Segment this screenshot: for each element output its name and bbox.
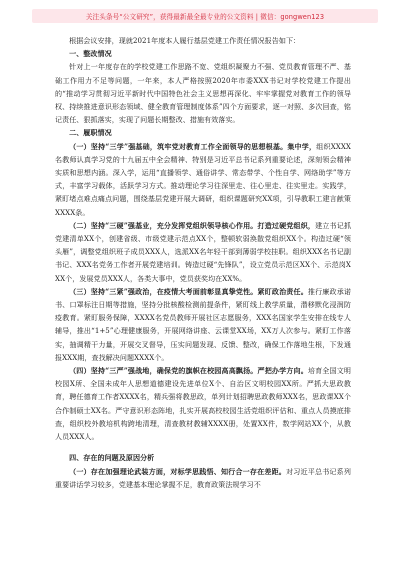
item-2-body: 建立书记抓党建清单XX个，创建省级、市级党建示范点XX个，整顿软弱涣散党组织XX个。构造过硬“领头雁”，调整党组织班子成员XXX人，选派XX名年轻干部到薄弱学校挂职。组织XXX名书记副书记、XXX名党务工作者开展党建培训。铸造过硬“先锋队”，设立党员示范区XX个、示范岗XXX个，发展党员XXX人，各类大事中，党员获奖均在XX%。 (55, 220, 351, 283)
item-5-paragraph (55, 465, 351, 491)
item-1-heading: （一）坚持“三学”强基础，筑牢党对教育工作全面领导的思想根基。集中学， (69, 141, 317, 151)
item-3-heading: （三）坚持“三紧”强政治，在疫情大考面前彰显真挚党性。紧盯政治责任。 (69, 286, 308, 296)
item-1-paragraph (55, 140, 351, 219)
document-body (55, 34, 351, 491)
section-2-heading: 二、履职情况 (69, 128, 112, 138)
item-3-paragraph (55, 285, 351, 364)
item-4-body: 培育全国文明校园X所、全国未成年人思想道德建设先进单位X个、自治区文明校园XX所。严抓大思政教育，聘任德育工作者XXXX名，精兵强将教思政，单列计划招聘思政教师XXX名，思政课XX个合作制硕士XX名。严守意识形态阵地，扎实开展高校校园生活党组织评估和、重点人员摸底排查，组织校外教培机构跨地清理，清查教材教辅XXXX册，处置XX件，数学网站XX个，从教人员XXX人。 (55, 366, 351, 442)
section-1-body: 针对上一年度存在的学校党建工作思路不宽、党组织凝聚力不强、党员教育管理不严、基础工作用力不足等问题，一年来，本人严格按照2020年市委XXX书记对学校党建工作提出的“推动学习贯彻习近平新时代中国特色社会主义思想再深化、牢牢掌握党对教育工作的领导权、持续推进意识形态领域、健全教育管理制度体系”四个方面要求，逐一对照、多次回查，铭记责任、狠抓落实，实现了问题长期整改、措施有效落实。 (55, 62, 351, 125)
promo-banner (32, 9, 378, 23)
item-4-paragraph (55, 364, 351, 443)
promo-banner-text: 关注头条号“公文研究”，获得最新最全最专业的公文资料 | 微信：gongwen123 (85, 13, 325, 21)
section-1-heading: 一、整改情况 (69, 49, 112, 59)
item-3-body: 推行廉政承诺书、口罩标注日期等措施，坚持分批核酸检测前提条件，紧盯线上教学质量，潜移默化浸润防疫教育。紧盯服务保障，XXXX名党员教师开展社区志愿服务，XXX名国家学生安排在线专人辅导，推出“1+5”心理健康服务，开展网络讲座、云课堂XX场，XX万人次参与。紧盯工作落实，抽调精干力量，开展交叉督导，压实问题发现、反馈、整改，确保工作落地生根，下发通报XXX期，查找解决问题XXXX个。 (55, 286, 351, 362)
item-4-heading: （四）坚持“三严”强战地，确保党的旗帜在校园高高飘扬。严把办学方向。 (69, 366, 308, 376)
item-5-body: 对习近平总书记系列重要讲话学习较多，党建基本理论掌握不足，教育政策法规学习不 (55, 466, 351, 489)
item-2-paragraph (55, 219, 351, 285)
item-5-heading: （一）存在加强理论武装方面，对标学思践悟、知行合一存在差距。 (69, 466, 287, 476)
intro-paragraph: 根据会议安排，现就2021年度本人履行基层党建工作责任情况报告如下： (69, 36, 301, 45)
item-2-heading: （二）坚持“三硬”强基业，充分发挥党组织领导核心作用。打造过硬党组织， (69, 220, 316, 230)
item-1-body: 组织XXXX名教师认真学习党的十九届五中全会精神、特别是习近平总书记系列重要论述，深刻领会精神实质和思想内涵。深入学，运用“直播领学、通俗讲学、常态带学、个性自学、网络助学”等方式，丰富学习载体，活跃学习方式。推动理论学习往深里走、往心里走、往实里走。实践学，紧盯堵点难点痛点问题，围绕基层党建开展大调研，组织课题研究XX项，引导教职工建言献策XXXX条。 (55, 141, 351, 217)
section-3-heading: 四、存在的问题及原因分析 (69, 453, 155, 463)
